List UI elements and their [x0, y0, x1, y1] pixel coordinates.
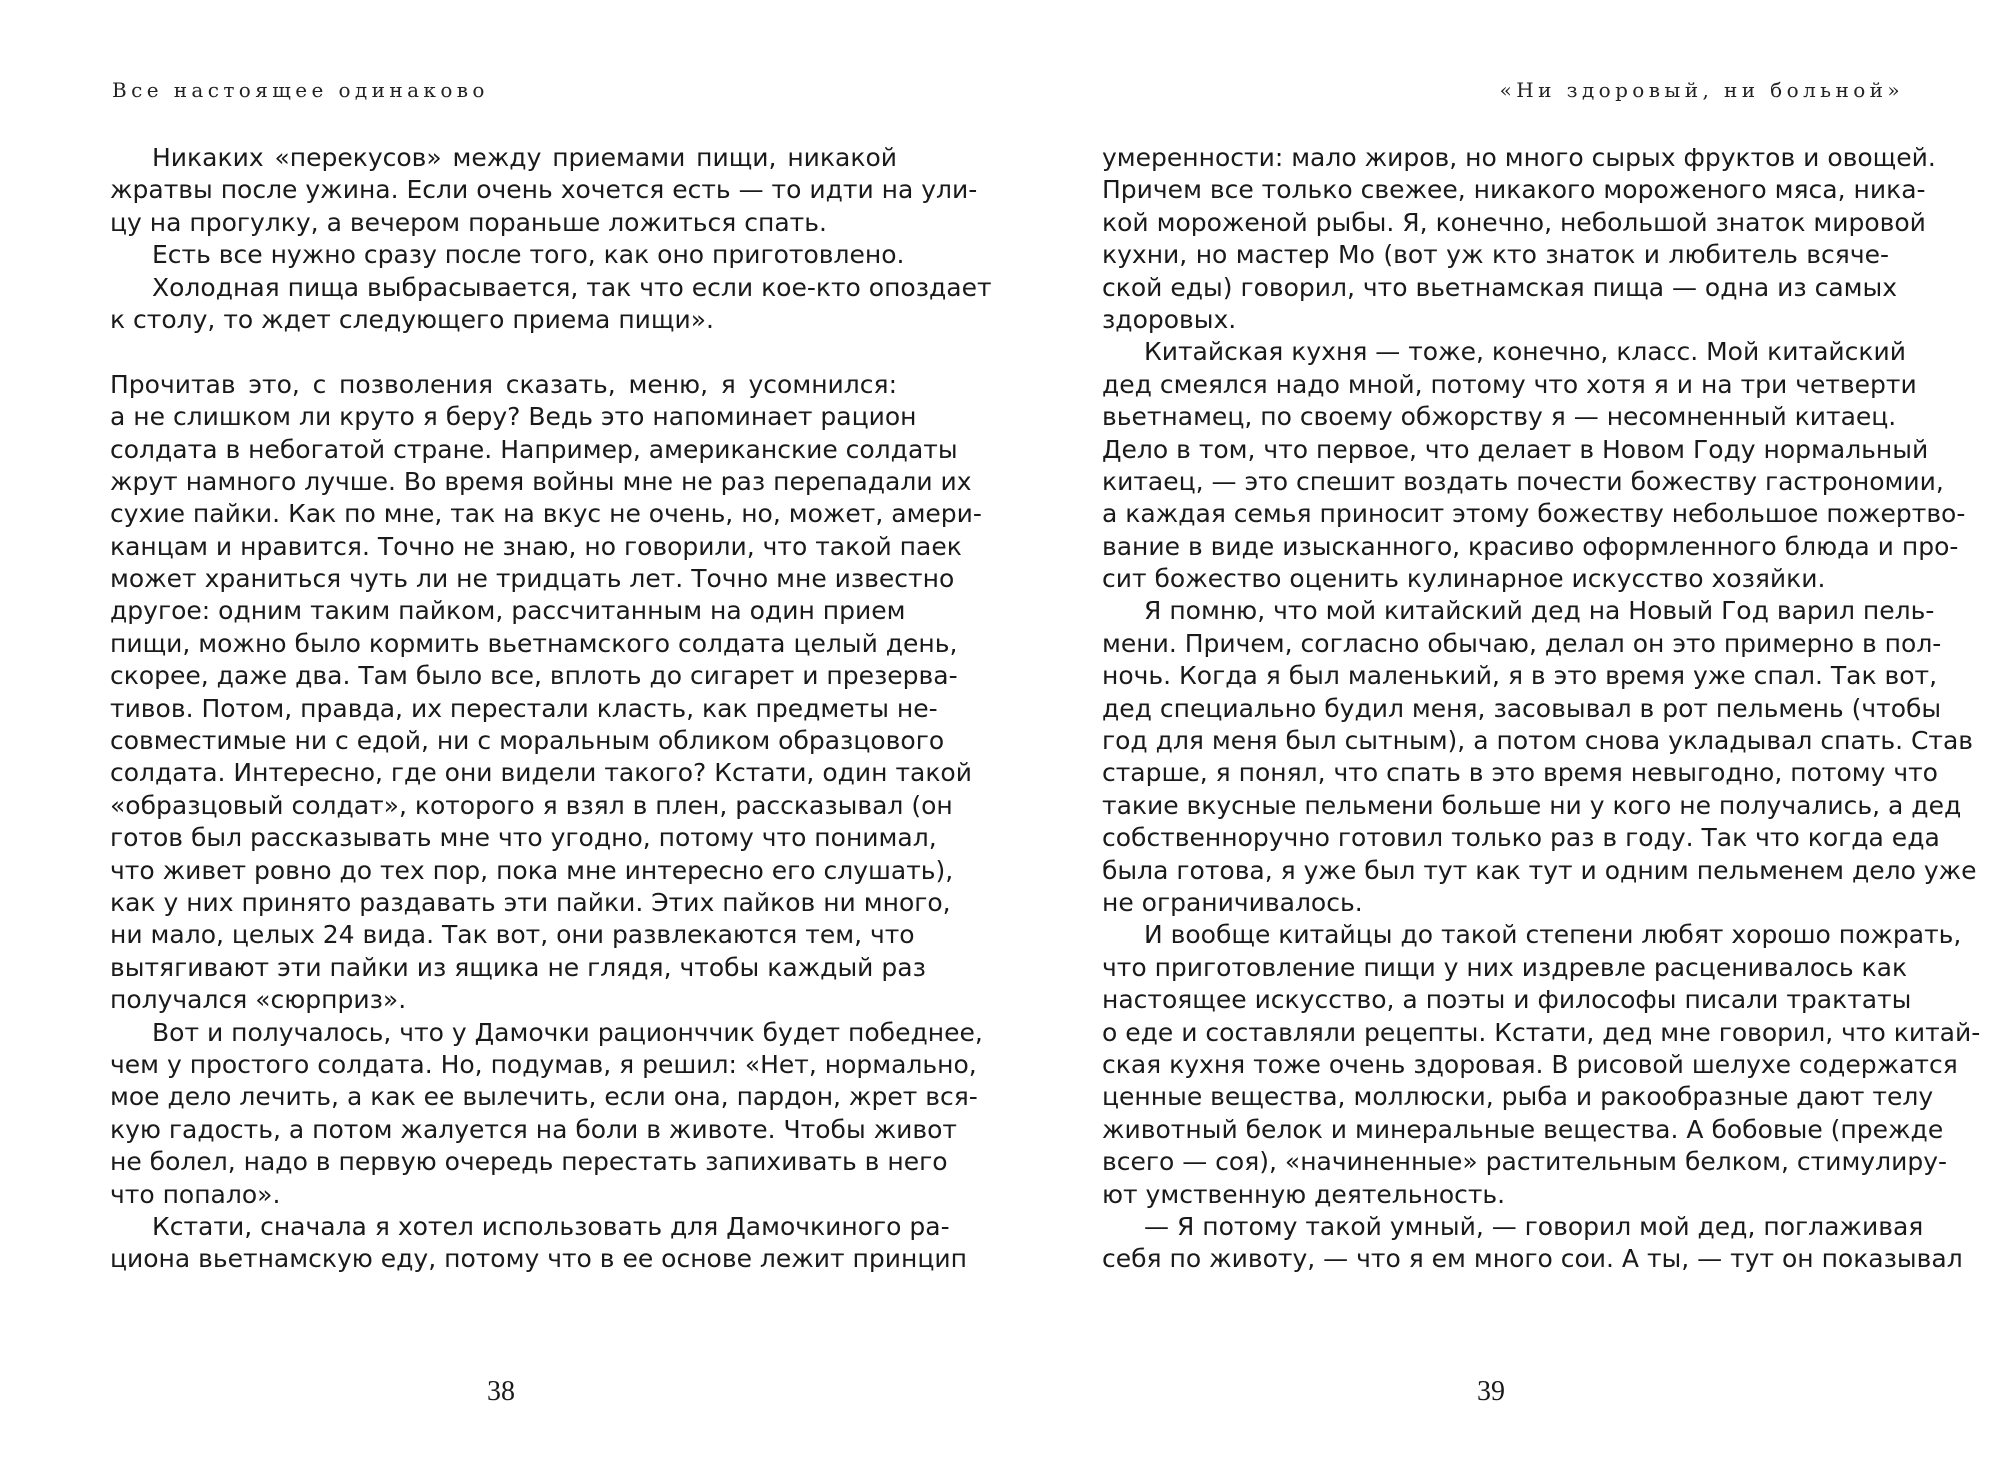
paragraph-gap — [110, 336, 897, 368]
text-line: себя по животу, — что я ем много сои. А ты, — тут он показывал — [1102, 1244, 1963, 1274]
text-line: а не слишком ли круто я беру? Ведь это напоминает рацион — [110, 402, 917, 432]
text-line: вытягивают эти пайки из ящика не глядя, чтобы каждый раз — [110, 952, 926, 982]
text-line: а каждая семья приносит этому божеству небольшое пожертво- — [1102, 499, 1966, 529]
text-line: канцам и нравится. Точно не знаю, но говорили, что такой паек — [110, 531, 962, 561]
text-line: всего — соя), «начиненные» растительным белком, стимулиру- — [1102, 1147, 1948, 1177]
text-line: ценные вещества, моллюски, рыба и ракообразные дают телу — [1102, 1082, 1934, 1112]
text-line: тивов. Потом, правда, их перестали класть, как предметы не- — [110, 693, 938, 723]
text-line: Есть все нужно сразу после того, как оно приготовлено. — [152, 240, 905, 270]
text-line: совместимые ни с едой, ни с моральным обликом образцового — [110, 726, 945, 756]
text-line: мени. Причем, согласно обычаю, делал он это примерно в пол- — [1102, 628, 1942, 658]
page-number-right: 39 — [1477, 1376, 1505, 1407]
text-line: как у них принято раздавать эти пайки. Этих пайков ни много, — [110, 887, 951, 917]
text-line: сит божество оценить кулинарное искусство хозяйки. — [1102, 564, 1826, 594]
text-line: солдата в небогатой стране. Например, американские солдаты — [110, 434, 958, 464]
text-line: ской еды) говорил, что вьетнамская пища — одна из самых — [1102, 272, 1898, 302]
text-line: мое дело лечить, а как ее вылечить, если она, пардон, жрет вся- — [110, 1082, 978, 1112]
text-line: солдата. Интересно, где они видели такого? Кстати, один такой — [110, 758, 972, 788]
running-head-left: Все настоящее одинаково — [112, 78, 489, 102]
text-line: такие вкусные пельмени больше ни у кого не получались, а дед — [1102, 790, 1962, 820]
text-line: Вот и получалось, что у Дамочки рационччик будет победнее, — [152, 1017, 983, 1047]
text-line: Причем все только свежее, никакого мороженого мяса, ника- — [1102, 175, 1926, 205]
text-line: старше, я понял, что спать в это время невыгодно, потому что — [1102, 758, 1938, 788]
text-line: цу на прогулку, а вечером пораньше ложиться спать. — [110, 207, 827, 237]
text-line: — Я потому такой умный, — говорил мой дед, поглаживая — [1144, 1211, 1924, 1241]
text-line: Дело в том, что первое, что делает в Новом Году нормальный — [1102, 434, 1929, 464]
text-line: И вообще китайцы до такой степени любят хорошо пожрать, — [1144, 920, 1962, 950]
page-number-left: 38 — [487, 1376, 515, 1407]
text-line: что живет ровно до тех пор, пока мне интересно его слушать), — [110, 855, 954, 885]
text-line: Прочитав это, с позволения сказать, меню, я усомнился: — [110, 369, 897, 399]
text-line: здоровых. — [1102, 304, 1237, 334]
text-line: скорее, даже два. Там было все, вплоть до сигарет и презерва- — [110, 661, 958, 691]
text-line: дед специально будил меня, засовывал в рот пельмень (чтобы — [1102, 693, 1942, 723]
text-line: сухие пайки. Как по мне, так на вкус не очень, но, может, амери- — [110, 499, 982, 529]
text-line: Кстати, сначала я хотел использовать для Дамочкиного ра- — [152, 1211, 950, 1241]
text-line: умеренности: мало жиров, но много сырых фруктов и овощей. — [1102, 143, 1936, 172]
text-line: жратвы после ужина. Если очень хочется есть — то идти на ули- — [110, 175, 978, 205]
text-line: не болел, надо в первую очередь перестать запихивать в него — [110, 1147, 948, 1177]
text-line: не ограничивалось. — [1102, 887, 1363, 917]
text-line: Китайская кухня — тоже, конечно, класс. Мой китайский — [1144, 337, 1906, 367]
text-line: кую гадость, а потом жалуется на боли в животе. Чтобы живот — [110, 1114, 957, 1144]
right-page-text — [1102, 142, 1981, 1276]
text-line: что попало». — [110, 1179, 281, 1209]
text-line: настоящее искусство, а поэты и философы писали трактаты — [1102, 985, 1912, 1015]
text-line: китаец, — это спешит воздать почести божеству гастрономии, — [1102, 466, 1944, 496]
text-line: готов был рассказывать мне что угодно, потому что понимал, — [110, 823, 937, 853]
text-line: собственноручно готовил только раз в году. Так что когда еда — [1102, 823, 1940, 853]
text-line: ют умственную деятельность. — [1102, 1179, 1506, 1209]
text-line: к столу, то ждет следующего приема пищи». — [110, 304, 714, 334]
text-line: чем у простого солдата. Но, подумав, я решил: «Нет, нормально, — [110, 1049, 977, 1079]
text-line: «образцовый солдат», которого я взял в плен, рассказывал (он — [110, 790, 953, 820]
text-line: получался «сюрприз». — [110, 985, 407, 1015]
running-head-right: «Ни здоровый, ни больной» — [1499, 78, 1904, 102]
text-line: вьетнамец, по своему обжорству я — несомненный китаец. — [1102, 402, 1897, 432]
text-line: кой мороженой рыбы. Я, конечно, небольшой знаток мировой — [1102, 207, 1926, 237]
text-line: может храниться чуть ли не тридцать лет. Точно мне известно — [110, 564, 955, 594]
text-line: циона вьетнамскую еду, потому что в ее основе лежит принцип — [110, 1244, 967, 1274]
right-page — [1000, 0, 2000, 1483]
text-line: кухни, но мастер Мо (вот уж кто знаток и любитель всяче- — [1102, 240, 1889, 270]
left-page-text — [110, 142, 992, 1276]
text-line: Холодная пища выбрасывается, так что если кое-кто опоздает — [152, 272, 992, 302]
text-line: жрут намного лучше. Во время войны мне не раз перепадали их — [110, 466, 972, 496]
text-line: дед смеялся надо мной, потому что хотя я и на три четверти — [1102, 369, 1917, 399]
text-line: Я помню, что мой китайский дед на Новый Год варил пель- — [1144, 596, 1935, 626]
text-line: о еде и составляли рецепты. Кстати, дед мне говорил, что китай- — [1102, 1017, 1981, 1047]
text-line: что приготовление пищи у них издревле расценивалось как — [1102, 952, 1908, 982]
text-line: была готова, я уже был тут как тут и одним пельменем дело уже — [1102, 855, 1977, 885]
text-line: Никаких «перекусов» между приемами пищи, никакой — [152, 143, 897, 172]
text-line: ская кухня тоже очень здоровая. В рисовой шелухе содержатся — [1102, 1049, 1958, 1079]
text-line: пищи, можно было кормить вьетнамского солдата целый день, — [110, 628, 958, 658]
text-line: животный белок и минеральные вещества. А бобовые (прежде — [1102, 1114, 1944, 1144]
text-line: ночь. Когда я был маленький, я в это время уже спал. Так вот, — [1102, 661, 1938, 691]
text-line: год для меня был сытным), а потом снова укладывал спать. Став — [1102, 726, 1974, 756]
text-line: ни мало, целых 24 вида. Так вот, они развлекаются тем, что — [110, 920, 915, 950]
text-line: вание в виде изысканного, красиво оформленного блюда и про- — [1102, 531, 1959, 561]
text-line: другое: одним таким пайком, рассчитанным на один прием — [110, 596, 906, 626]
